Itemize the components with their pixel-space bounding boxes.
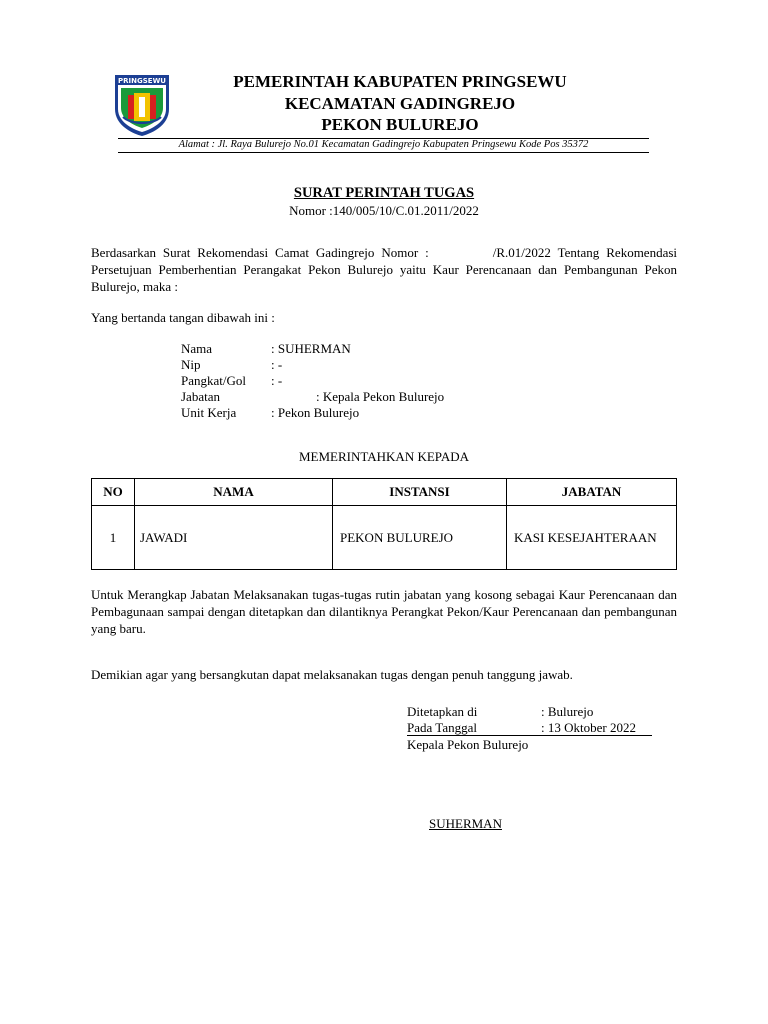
unit-label: Unit Kerja: [181, 405, 237, 420]
signer-position: Kepala Pekon Bulurejo: [407, 737, 529, 752]
header-line-3: PEKON BULUREJO: [321, 115, 479, 134]
nip-value: : -: [271, 357, 283, 372]
assignment-paragraph: Untuk Merangkap Jabatan Melaksanakan tugas-tugas rutin jabatan yang kosong sebagai Kaur Perencanaan dan Pembagunaan sampai dengan ditetapkan dan dilantiknya Perangkat Pekon/Kaur Perencanaan dan pembangunan yang baru.: [91, 587, 677, 636]
signer-name: SUHERMAN: [429, 816, 502, 831]
cell-jabatan: KASI KESEJAHTERAAN: [507, 506, 677, 570]
signer-intro: Yang bertanda tangan dibawah ini :: [91, 310, 275, 325]
nama-label: Nama: [181, 341, 213, 356]
cell-nama: JAWADI: [135, 506, 333, 570]
table-row: [92, 506, 677, 570]
ditetapkan-label: Ditetapkan di: [407, 704, 478, 719]
header-divider-bottom: [118, 152, 649, 153]
table-header-row: [92, 479, 677, 506]
command-heading: MEMERINTAHKAN KEPADA: [298, 449, 469, 464]
nip-label: Nip: [181, 357, 201, 372]
jabatan-label: Jabatan: [181, 389, 220, 404]
unit-value: : Pekon Bulurejo: [271, 405, 360, 420]
jabatan-value: : Kepala Pekon Bulurejo: [316, 389, 445, 404]
opening-paragraph-b: /R.01/2022 Tentang Rekomendasi Persetujuan Pemberhentian Perangakat Pekon Bulurejo yaitu Kaur Perencanaan dan Pembangunan Pekon Bulurejo, maka :: [91, 245, 678, 294]
header-line-1: PEMERINTAH KABUPATEN PRINGSEWU: [233, 72, 567, 91]
tanggal-label: Pada Tanggal: [407, 720, 477, 735]
pangkat-label: Pangkat/Gol: [181, 373, 246, 388]
assignment-table: [91, 478, 677, 570]
tanggal-value: : 13 Oktober 2022: [541, 720, 636, 735]
nama-value: : SUHERMAN: [271, 341, 351, 356]
header-jabatan: JABATAN: [507, 479, 677, 506]
header-nama: NAMA: [135, 479, 333, 506]
opening-paragraph-a: Berdasarkan Surat Rekomendasi Camat Gadingrejo Nomor :: [91, 245, 429, 260]
letter-title-text: SURAT PERINTAH TUGAS: [293, 185, 475, 201]
header-line-2: KECAMATAN GADINGREJO: [284, 94, 516, 113]
header-no: NO: [92, 479, 135, 506]
header-instansi: INSTANSI: [333, 479, 507, 506]
letter-title: [0, 185, 768, 202]
ditetapkan-value: : Bulurejo: [541, 704, 594, 719]
letter-number: Nomor :140/005/10/C.01.2011/2022: [289, 203, 479, 218]
pangkat-value: : -: [271, 373, 283, 388]
cell-instansi: PEKON BULUREJO: [333, 506, 507, 570]
opening-paragraph: [91, 244, 677, 295]
regency-logo: [113, 73, 171, 137]
closing-paragraph: Demikian agar yang bersangkutan dapat melaksanakan tugas dengan penuh tanggung jawab.: [91, 667, 573, 682]
logo-label: PRINGSEWU: [118, 77, 166, 85]
header-address: Alamat : Jl. Raya Bulurejo No.01 Kecamatan Gadingrejo Kabupaten Pringsewu Kode Pos 35372: [178, 139, 589, 150]
cell-no: 1: [92, 506, 135, 570]
